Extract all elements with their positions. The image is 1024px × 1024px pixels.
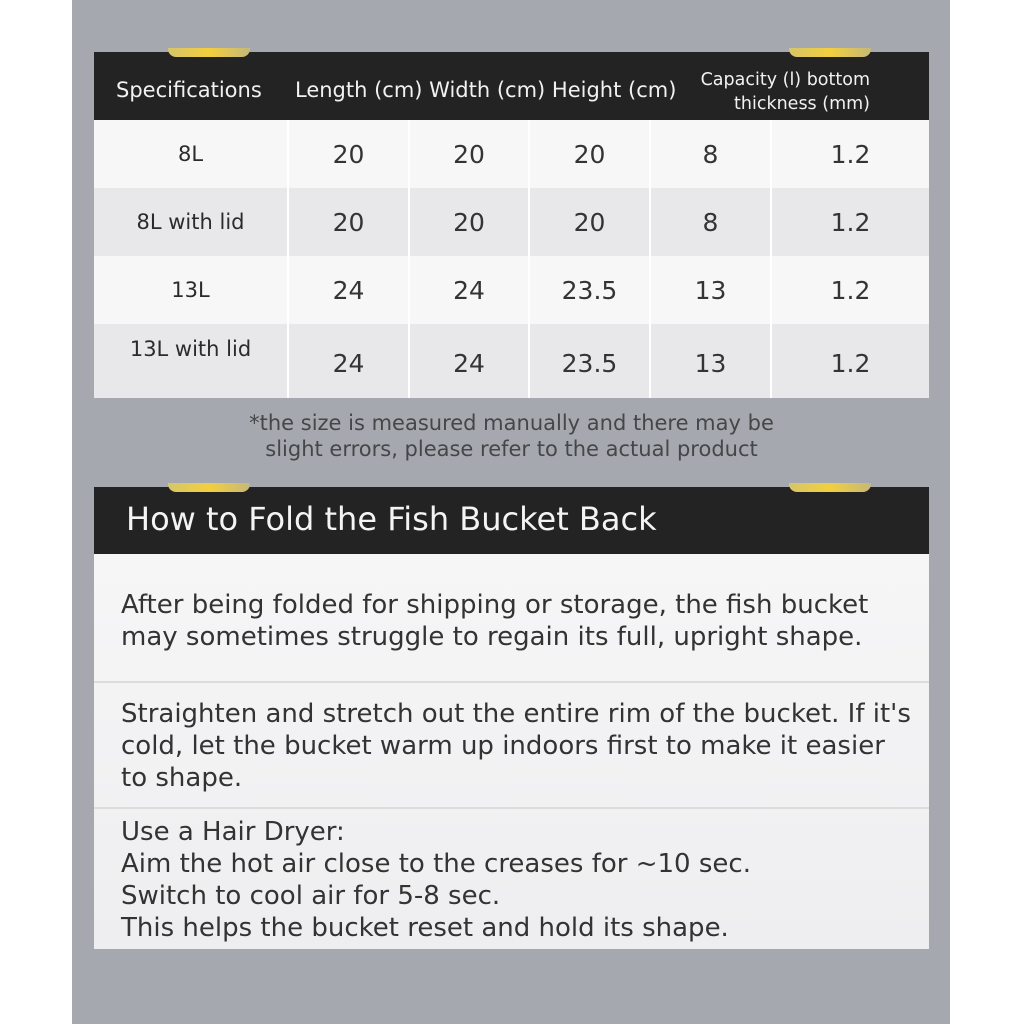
measurement-note [94, 410, 929, 462]
header-capacity-line2: thickness (mm) [734, 94, 870, 114]
hair-dryer-heading: Use a Hair Dryer: [121, 817, 345, 847]
table-row [94, 324, 929, 398]
fold-instructions-card [94, 487, 929, 949]
hair-dryer-step-cool: Switch to cool air for 5-8 sec. [121, 881, 501, 911]
spec-table-card [94, 52, 929, 402]
cell-thickness: 1.2 [770, 188, 929, 256]
cell-capacity: 13 [649, 324, 770, 398]
cell-height: 23.5 [528, 324, 649, 398]
fold-instructions-body [94, 554, 929, 949]
cell-length: 20 [287, 188, 408, 256]
fold-instructions-header [94, 487, 929, 554]
hair-dryer-result: This helps the bucket reset and hold its shape. [121, 913, 729, 943]
accent-tab-left [168, 483, 250, 492]
cell-width: 24 [408, 256, 528, 324]
cell-capacity: 8 [649, 120, 770, 188]
cell-spec-name: 13L with lid [129, 337, 252, 361]
table-row [94, 188, 929, 256]
instruction-paragraph-2: Straighten and stretch out the entire rim of the bucket. If it's cold, let the bucket warm up indoors first to make it easier to shape. [121, 699, 911, 793]
header-dimensions: Length (cm) Width (cm) Height (cm) [295, 78, 677, 102]
cell-height: 23.5 [528, 256, 649, 324]
cell-spec-name: 13L [171, 278, 210, 302]
cell-capacity: 8 [649, 188, 770, 256]
cell-width: 24 [408, 324, 528, 398]
instruction-paragraph-1: After being folded for shipping or storage, the fish bucket may sometimes struggle to regain its full, upright shape. [121, 590, 869, 652]
accent-tab-right [789, 483, 871, 492]
spec-table-header [94, 52, 929, 120]
cell-spec-name: 8L with lid [136, 210, 245, 234]
cell-thickness: 1.2 [770, 324, 929, 398]
measurement-note-line1: *the size is measured manually and there may be [249, 411, 774, 435]
section-divider [94, 681, 929, 683]
cell-thickness: 1.2 [770, 120, 929, 188]
instruction-paragraph-3 [121, 816, 911, 944]
cell-length: 24 [287, 256, 408, 324]
cell-width: 20 [408, 188, 528, 256]
header-capacity [701, 68, 870, 116]
hair-dryer-step-hot: Aim the hot air close to the creases for ~10 sec. [121, 849, 751, 879]
cell-width: 20 [408, 120, 528, 188]
cell-capacity: 13 [649, 256, 770, 324]
accent-tab-right [789, 48, 871, 57]
cell-height: 20 [528, 120, 649, 188]
cell-thickness: 1.2 [770, 256, 929, 324]
accent-tab-left [168, 48, 250, 57]
measurement-note-line2: slight errors, please refer to the actual product [265, 437, 758, 461]
section-title: How to Fold the Fish Bucket Back [126, 500, 657, 538]
cell-spec-name: 8L [177, 142, 204, 166]
spec-table-body [94, 120, 929, 398]
table-row [94, 256, 929, 324]
cell-length: 24 [287, 324, 408, 398]
table-row [94, 120, 929, 188]
section-divider [94, 807, 929, 809]
cell-length: 20 [287, 120, 408, 188]
cell-height: 20 [528, 188, 649, 256]
header-specifications: Specifications [116, 78, 262, 102]
header-capacity-line1: Capacity (l) bottom [700, 70, 870, 90]
